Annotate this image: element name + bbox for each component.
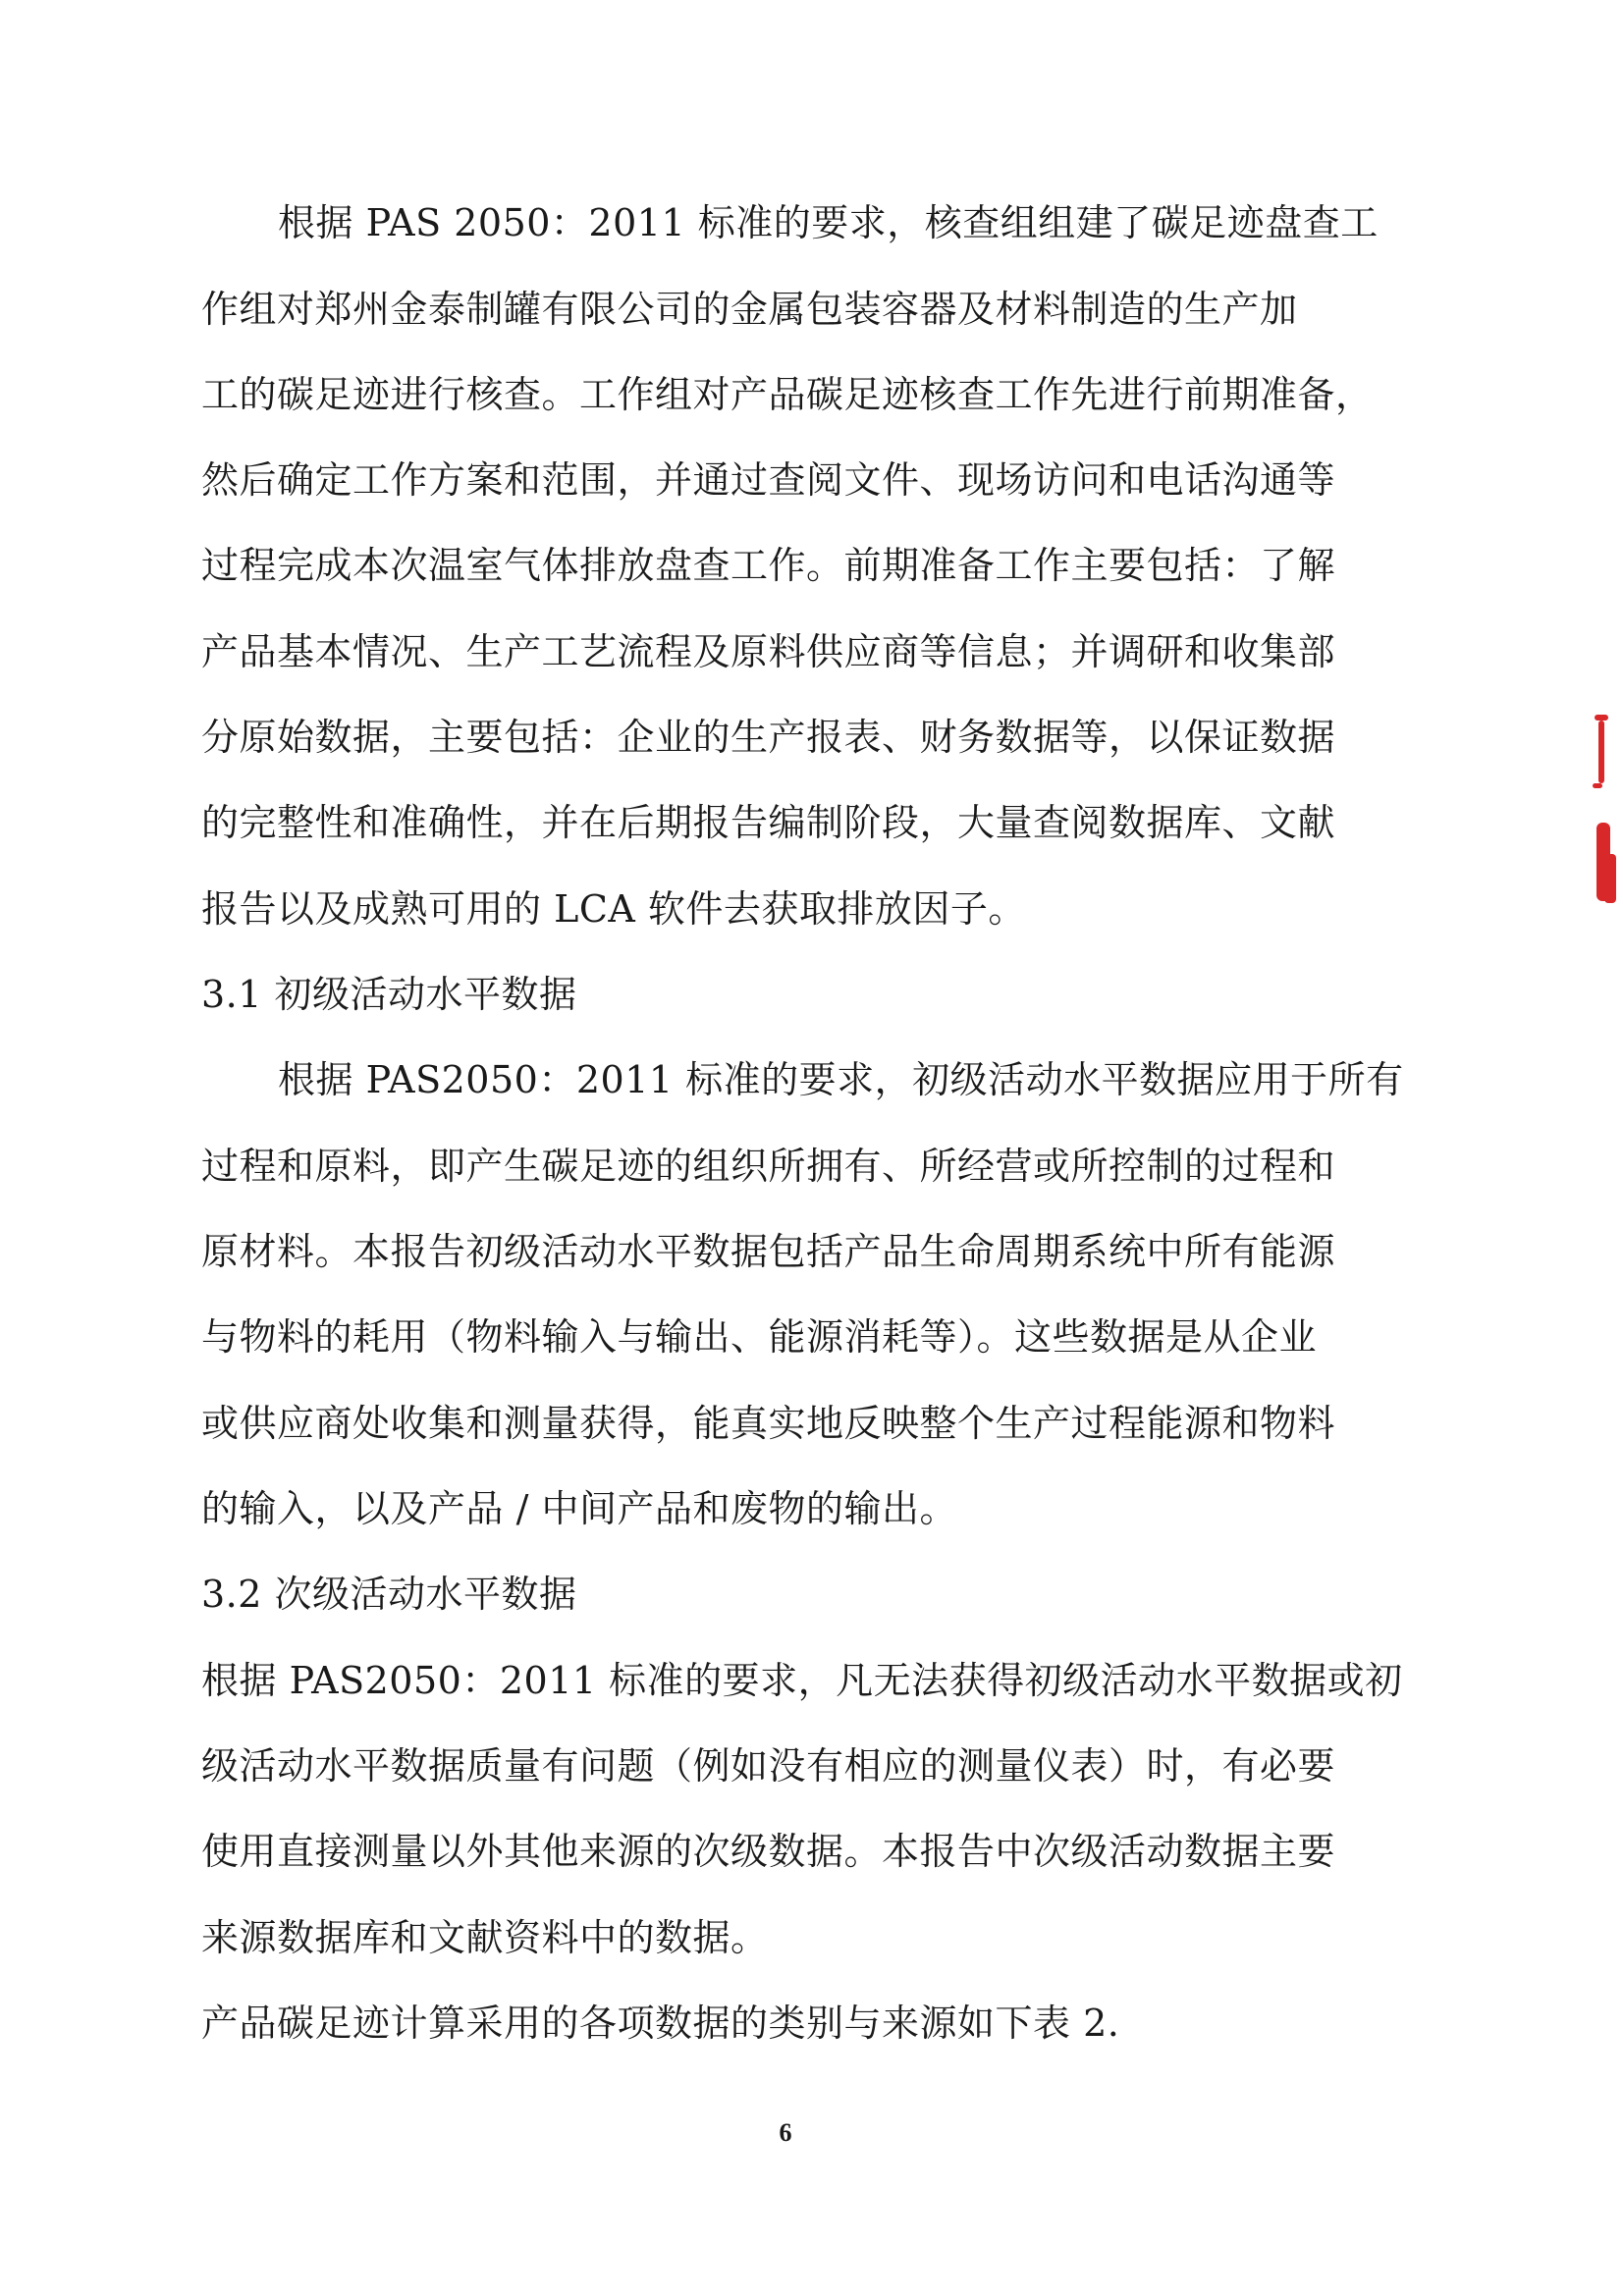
paragraph-1-line-7: 分原始数据，主要包括：企业的生产报表、财务数据等，以保证数据 xyxy=(201,716,1336,759)
paragraph-1-line-9: 报告以及成熟可用的 LCA 软件去获取排放因子。 xyxy=(201,887,1026,931)
page-number: 6 xyxy=(779,2118,792,2147)
paragraph-2-line-6: 的输入，以及产品 / 中间产品和废物的输出。 xyxy=(201,1487,957,1530)
paragraph-2-line-2: 过程和原料，即产生碳足迹的组织所拥有、所经营或所控制的过程和 xyxy=(201,1145,1336,1188)
paragraph-2-line-4: 与物料的耗用（物料输入与输出、能源消耗等）。这些数据是从企业 xyxy=(201,1315,1318,1359)
paragraph-1-line-1: 根据 PAS 2050：2011 标准的要求，核查组组建了碳足迹盘查工 xyxy=(278,201,1379,244)
paragraph-1-line-4: 然后确定工作方案和范围，并通过查阅文件、现场访问和电话沟通等 xyxy=(201,458,1336,502)
paragraph-1-line-8: 的完整性和准确性，并在后期报告编制阶段，大量查阅数据库、文献 xyxy=(201,801,1336,844)
paragraph-1-line-6: 产品基本情况、生产工艺流程及原料供应商等信息；并调研和收集部 xyxy=(201,630,1336,673)
paragraph-3-line-1: 根据 PAS2050：2011 标准的要求，凡无法获得初级活动水平数据或初 xyxy=(201,1659,1403,1702)
section-heading-3-1: 3.1 初级活动水平数据 xyxy=(201,973,577,1016)
paragraph-3-line-2: 级活动水平数据质量有问题（例如没有相应的测量仪表）时，有必要 xyxy=(201,1744,1336,1788)
paragraph-3-line-3: 使用直接测量以外其他来源的次级数据。本报告中次级活动数据主要 xyxy=(201,1830,1336,1873)
section-heading-3-2: 3.2 次级活动水平数据 xyxy=(201,1573,577,1616)
paragraph-1-line-2: 作组对郑州金泰制罐有限公司的金属包装容器及材料制造的生产加 xyxy=(201,288,1298,331)
paragraph-4-line-1: 产品碳足迹计算采用的各项数据的类别与来源如下表 2. xyxy=(201,2002,1120,2045)
paragraph-3-line-4: 来源数据库和文献资料中的数据。 xyxy=(201,1916,769,1959)
paragraph-2-line-5: 或供应商处收集和测量获得，能真实地反映整个生产过程能源和物料 xyxy=(201,1402,1336,1445)
paragraph-1-line-3: 工的碳足迹进行核查。工作组对产品碳足迹核查工作先进行前期准备， xyxy=(201,373,1374,416)
paragraph-2-line-3: 原材料。本报告初级活动水平数据包括产品生命周期系统中所有能源 xyxy=(201,1230,1336,1273)
paragraph-1-line-5: 过程完成本次温室气体排放盘查工作。前期准备工作主要包括：了解 xyxy=(201,544,1336,587)
paragraph-2-line-1: 根据 PAS2050：2011 标准的要求，初级活动水平数据应用于所有 xyxy=(278,1058,1404,1101)
